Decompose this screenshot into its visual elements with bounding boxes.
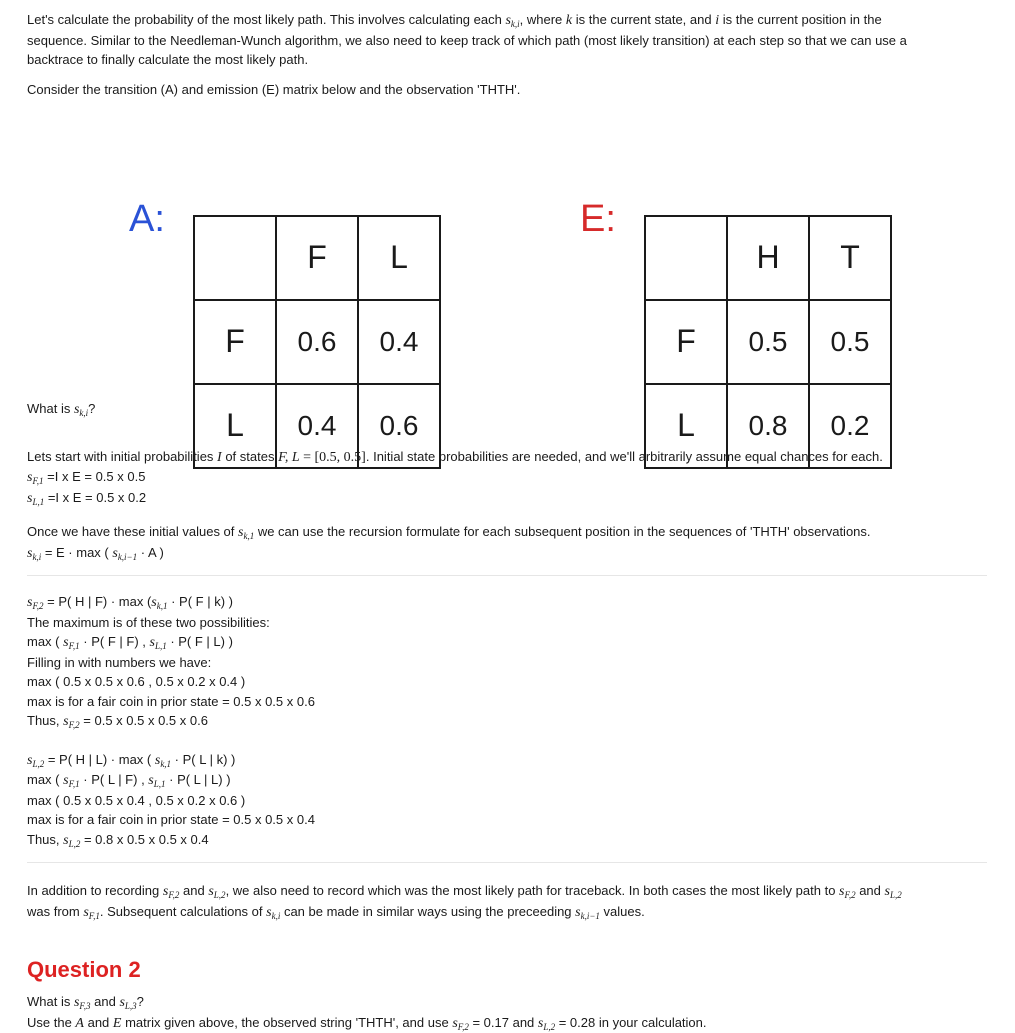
matrix-a-cell: 0.4 <box>358 300 440 384</box>
consider-text: Consider the transition (A) and emission (E) matrix below and the observation 'THTH'. <box>27 81 521 97</box>
matrix-e-cell: 0.2 <box>809 384 891 468</box>
sL2-derivation: $s_{L,2} = P$( H | L) · max ( $s_{k,1} \cdot P$( L | k) ) max ( $s_{F,1} \cdot P$( L | F) , $s_{L,1} \cdot P$( L | L) ) max ( 0.5 x 0.5 x 0.4 , 0.5 x 0.2 x 0.6 ) max is for a fair coin in prior state = 0.5 x 0.5 x 0.4 Thus, $s_{L,2} = 0.8$ x 0.5 x 0.5 x 0.4 <box>27 751 315 849</box>
matrix-e-cell: 0.8 <box>727 384 809 468</box>
math-s-ki: $s_{k,i}$ <box>505 13 520 29</box>
matrix-a-row-header: F <box>194 300 276 384</box>
matrix-e-cell: 0.5 <box>809 300 891 384</box>
traceback-paragraph: In addition to recording $s_{F,2}$ and $s_{L,2}$, we also need to record which was the most likely path for traceback. In both cases the most likely path to $s_{F,2}$ and $s_{L,2}$ was from $s_{F,1}$. Subsequent calculations of $s_{k,i}$ can be made in similar ways using the preceeding $s_{k,i-1}$ values. <box>27 883 902 921</box>
document-body <box>27 10 987 1033</box>
matrix-a-col-header: F <box>276 216 358 300</box>
what-is-question: What is $s_{k,i}$? <box>27 401 96 418</box>
matrix-e-row-header: L <box>645 384 727 468</box>
transition-matrix-a <box>193 215 441 469</box>
matrix-a-cell: 0.4 <box>276 384 358 468</box>
matrix-a-col-header: L <box>358 216 440 300</box>
matrix-e-row-header: F <box>645 300 727 384</box>
emission-matrix-e <box>644 215 892 469</box>
question-text: What is $s_{F,3}$ and $s_{L,3}$? Use the A and E matrix given above, the observed string 'THTH', and use $s_{F,2} = 0.17$ and $s_{L,2} = 0.28$ in your calculation. <box>27 994 707 1032</box>
matrix-a-cell: 0.6 <box>358 384 440 468</box>
intro-paragraph: Let's calculate the probability of the most likely path. This involves calculating each $s_{k,i}$, where k is the current state, and i is the current position in the sequence. Similar to the Needleman-Wunch algorithm, we also need to keep track of which path (most likely transition) at each step so that we can use a backtrace to finally calculate the most likely path. <box>27 12 907 67</box>
question-title: Question 2 <box>27 957 141 982</box>
sF2-derivation: $s_{F,2} = P$( H | $F) \cdot \max (s_{k,1} \cdot P$( F | k) ) The maximum is of these two possibilities: max ( $s_{F,1} \cdot P$( F | F) , $s_{L,1} \cdot P$( F | L) ) Filling in with numbers we have: max ( 0.5 x 0.5 x 0.6 , 0.5 x 0.2 x 0.4 ) max is for a fair coin in prior state = 0.5 x 0.5 x 0.6 Thus, $s_{F,2} = 0.5$ x 0.5 x 0.5 x 0.6 <box>27 594 315 730</box>
matrix-a-row-header: L <box>194 384 276 468</box>
matrix-e-col-header: T <box>809 216 891 300</box>
matrix-a-cell: 0.6 <box>276 300 358 384</box>
matrix-e-cell: 0.5 <box>727 300 809 384</box>
recursion-paragraph: Once we have these initial values of $s_{k,1}$ we can use the recursion formulate for each subsequent position in the sequences of 'THTH' observations. $s_{k,i} = E \cdot \max$ ( $s_{k,i-1} \cdot A$ ) <box>27 524 871 562</box>
init-paragraph: Lets start with initial probabilities I of states F, L = [0.5, 0.5]. Initial state probabilities are needed, and we'll arbitrarily assume equal chances for each. $s_{F,1} =I$ x E = 0.5 x 0.5 $s_{L,1} =I$ x E = 0.5 x 0.2 <box>27 448 883 507</box>
matrix-e-col-header: H <box>727 216 809 300</box>
matrix-e-label: E: <box>580 198 616 240</box>
matrix-a-label: A: <box>129 198 165 240</box>
